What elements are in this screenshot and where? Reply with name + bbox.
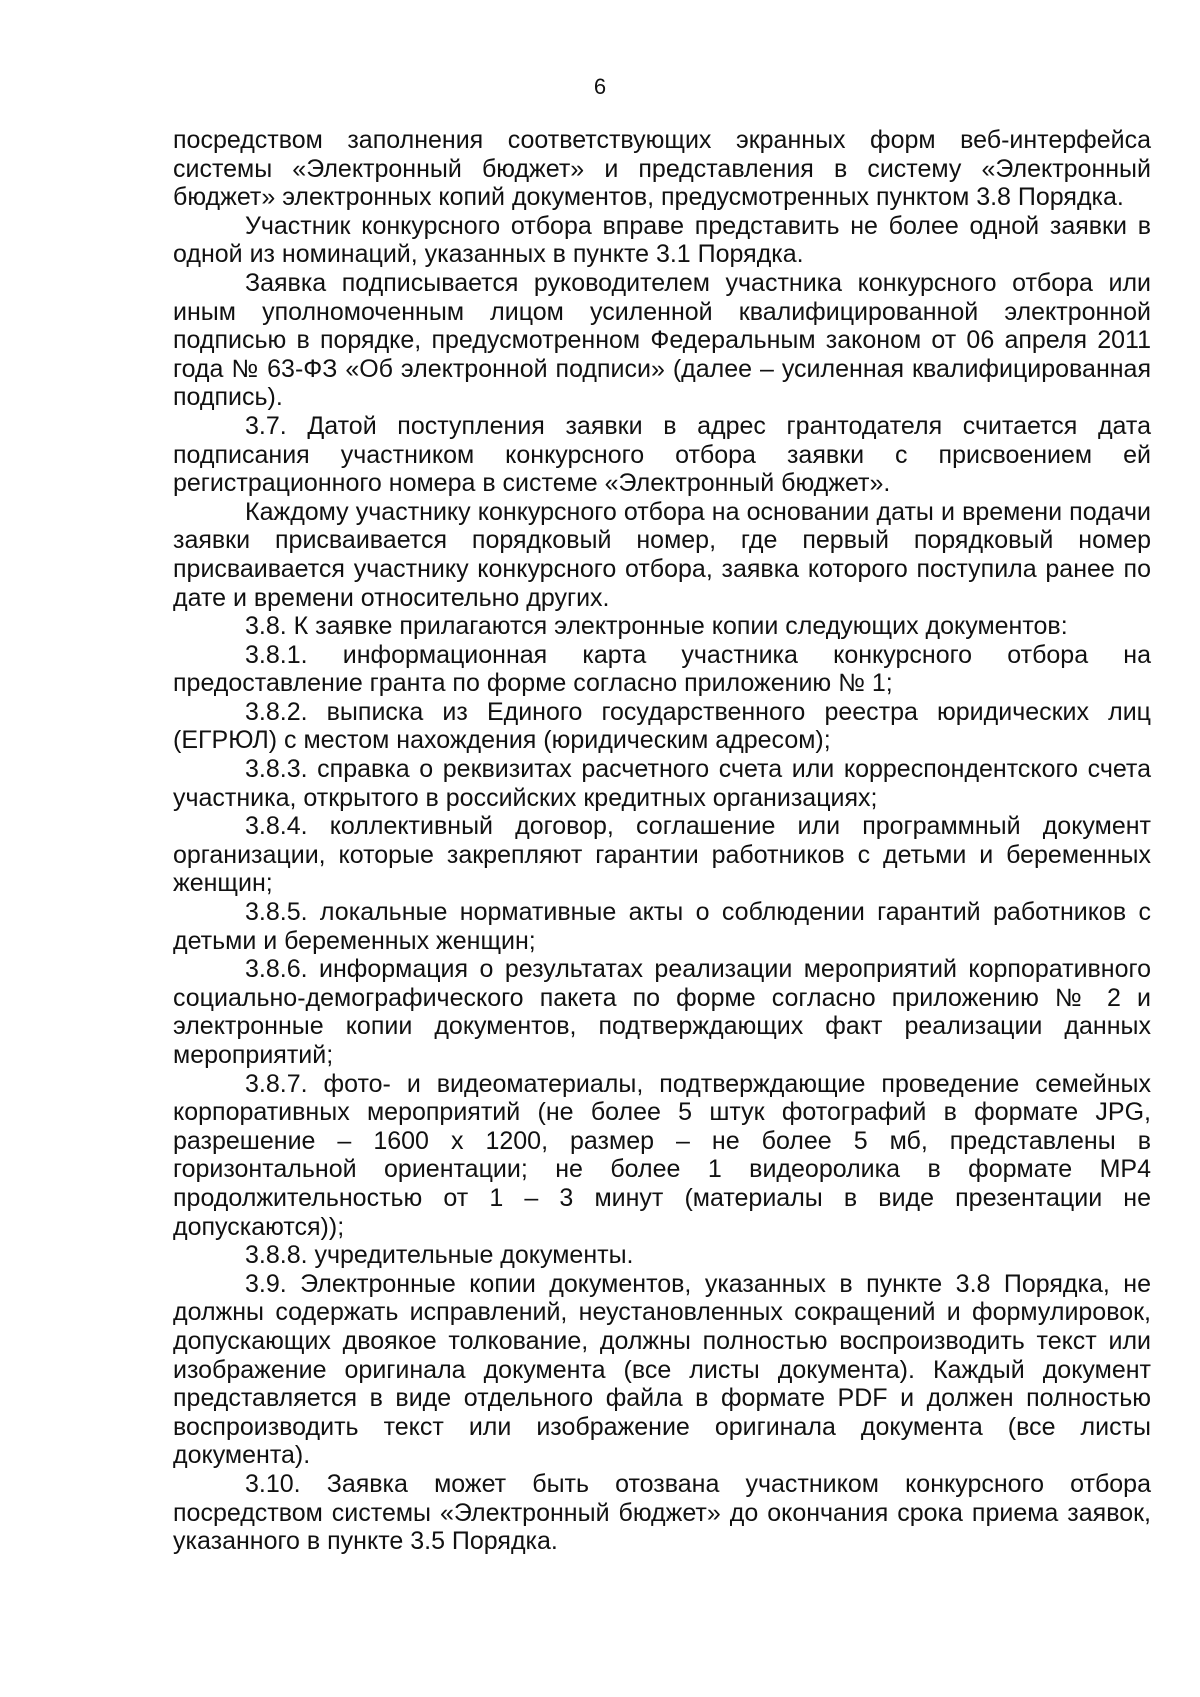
paragraph-3-8-2: 3.8.2. выписка из Единого государственного реестра юридических лиц (ЕГРЮЛ) с местом нахождения (юридическим адресом);	[173, 697, 1151, 755]
paragraph-3-9: 3.9. Электронные копии документов, указанных в пункте 3.8 Порядка, не должны содержать исправлений, неустановленных сокращений и формулировок, допускающих двоякое толкование, должны полностью воспроизводить текст или изображение оригинала документа (все листы документа). Каждый документ представляется в виде отдельного файла в формате PDF и должен полностью воспроизводить текст или изображение оригинала документа (все листы документа).	[173, 1269, 1151, 1470]
paragraph-3-8-3: 3.8.3. справка о реквизитах расчетного счета или корреспондентского счета участника, открытого в российских кредитных организациях;	[173, 755, 1151, 812]
page-number: 6	[593, 74, 607, 99]
paragraph-3-8-8: 3.8.8. учредительные документы.	[245, 1241, 634, 1270]
paragraph-3-10: 3.10. Заявка может быть отозвана участником конкурсного отбора посредством системы «Электронный бюджет» до окончания срока приема заявок, указанного в пункте 3.5 Порядка.	[173, 1469, 1151, 1556]
paragraph-3-8-5: 3.8.5. локальные нормативные акты о соблюдении гарантий работников с детьми и беременных женщин;	[173, 898, 1151, 955]
paragraph-3-8-6: 3.8.6. информация о результатах реализации мероприятий корпоративного социально-демографического пакета по форме согласно приложению № 2 и электронные копии документов, подтверждающих факт реализации данных мероприятий;	[173, 955, 1151, 1069]
document-body	[173, 126, 1151, 1556]
paragraph-one-application: Участник конкурсного отбора вправе представить не более одной заявки в одной из номинаций, указанных в пункте 3.1 Порядка.	[173, 211, 1151, 269]
paragraph-3-7: 3.7. Датой поступления заявки в адрес грантодателя считается дата подписания участником конкурсного отбора заявки с присвоением ей регистрационного номера в системе «Электронный бюджет».	[173, 411, 1151, 498]
paragraph-signature: Заявка подписывается руководителем участника конкурсного отбора или иным уполномоченным лицом усиленной квалифицированной электронной подписью в порядке, предусмотренном Федеральным законом от 06 апреля 2011 года № 63-ФЗ «Об электронной подписи» (далее – усиленная квалифицированная подпись).	[173, 268, 1151, 412]
paragraph-3-8-7: 3.8.7. фото- и видеоматериалы, подтверждающие проведение семейных корпоративных мероприятий (не более 5 штук фотографий в формате JPG, разрешение – 1600 х 1200, размер – не более 5 мб, представлены в горизонтальной ориентации; не более 1 видеоролика в формате MP4 продолжительностью от 1 – 3 минут (материалы в виде презентации не допускаются));	[173, 1069, 1151, 1241]
paragraph-3-8-4: 3.8.4. коллективный договор, соглашение или программный документ организации, которые закрепляют гарантии работников с детьми и беременных женщин;	[173, 812, 1151, 898]
paragraph-sequence-number: Каждому участнику конкурсного отбора на основании даты и времени подачи заявки присваивается порядковый номер, где первый порядковый номер присваивается участнику конкурсного отбора, заявка которого поступила ранее по дате и времени относительно других.	[173, 497, 1151, 612]
paragraph-3-8: 3.8. К заявке прилагаются электронные копии следующих документов:	[245, 612, 1068, 641]
paragraph-continuation: посредством заполнения соответствующих экранных форм веб-интерфейса системы «Электронный бюджет» и представления в систему «Электронный бюджет» электронных копий документов, предусмотренных пунктом 3.8 Порядка.	[173, 126, 1151, 212]
paragraph-3-8-1: 3.8.1. информационная карта участника конкурсного отбора на предоставление гранта по форме согласно приложению № 1;	[173, 640, 1151, 698]
